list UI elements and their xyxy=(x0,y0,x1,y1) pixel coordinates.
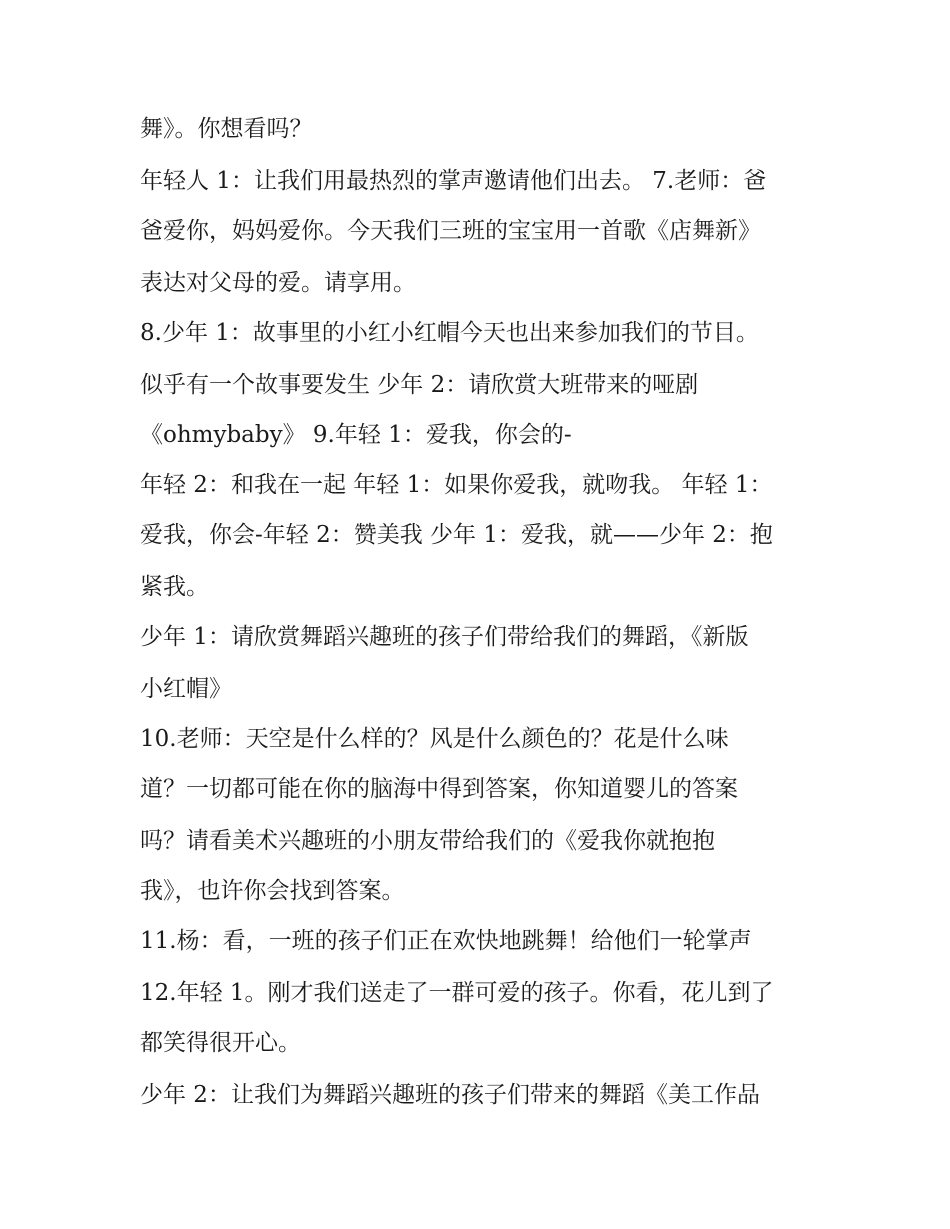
text-line: 舞》。你想看吗？ xyxy=(140,116,313,142)
text-line: 《ohmybaby》 9.年轻 1：爱我，你会的- xyxy=(140,422,572,448)
text-line: 少年 1：请欣赏舞蹈兴趣班的孩子们带给我们的舞蹈，《新版 xyxy=(140,624,749,650)
text-line: 11.杨：看，一班的孩子们正在欢快地跳舞！给他们一轮掌声 xyxy=(140,928,752,954)
text-line: 少年 2：让我们为舞蹈兴趣班的孩子们带来的舞蹈《美工作品 xyxy=(140,1082,760,1108)
text-line: 我》，也许你会找到答案。 xyxy=(140,878,405,904)
text-line: 都笑得很开心。 xyxy=(140,1030,301,1056)
text-line: 吗？请看美术兴趣班的小朋友带给我们的《爱我你就抱抱 xyxy=(140,828,715,854)
text-line: 似乎有一个故事要发生 少年 2：请欣赏大班带来的哑剧 xyxy=(140,372,699,398)
text-line: 年轻 2：和我在一起 年轻 1：如果你爱我，就吻我。 年轻 1： xyxy=(140,472,773,498)
text-line: 紧我。 xyxy=(140,574,209,600)
text-line: 表达对父母的爱。请享用。 xyxy=(140,270,416,296)
text-line: 年轻人 1：让我们用最热烈的掌声邀请他们出去。 7.老师：爸 xyxy=(140,168,767,194)
text-line: 小红帽》 xyxy=(140,676,232,702)
text-line: 爱我，你会-年轻 2：赞美我 少年 1：爱我，就——少年 2：抱 xyxy=(140,522,773,548)
text-line: 爸爱你，妈妈爱你。今天我们三班的宝宝用一首歌《店舞新》 xyxy=(140,218,761,244)
text-line: 道？一切都可能在你的脑海中得到答案，你知道婴儿的答案 xyxy=(140,776,738,802)
text-line: 8.少年 1：故事里的小红小红帽今天也出来参加我们的节目。 xyxy=(140,320,759,346)
text-line: 10.老师：天空是什么样的？风是什么颜色的？花是什么味 xyxy=(140,726,729,752)
text-line: 12.年轻 1。刚才我们送走了一群可爱的孩子。你看，花儿到了 xyxy=(140,980,774,1006)
